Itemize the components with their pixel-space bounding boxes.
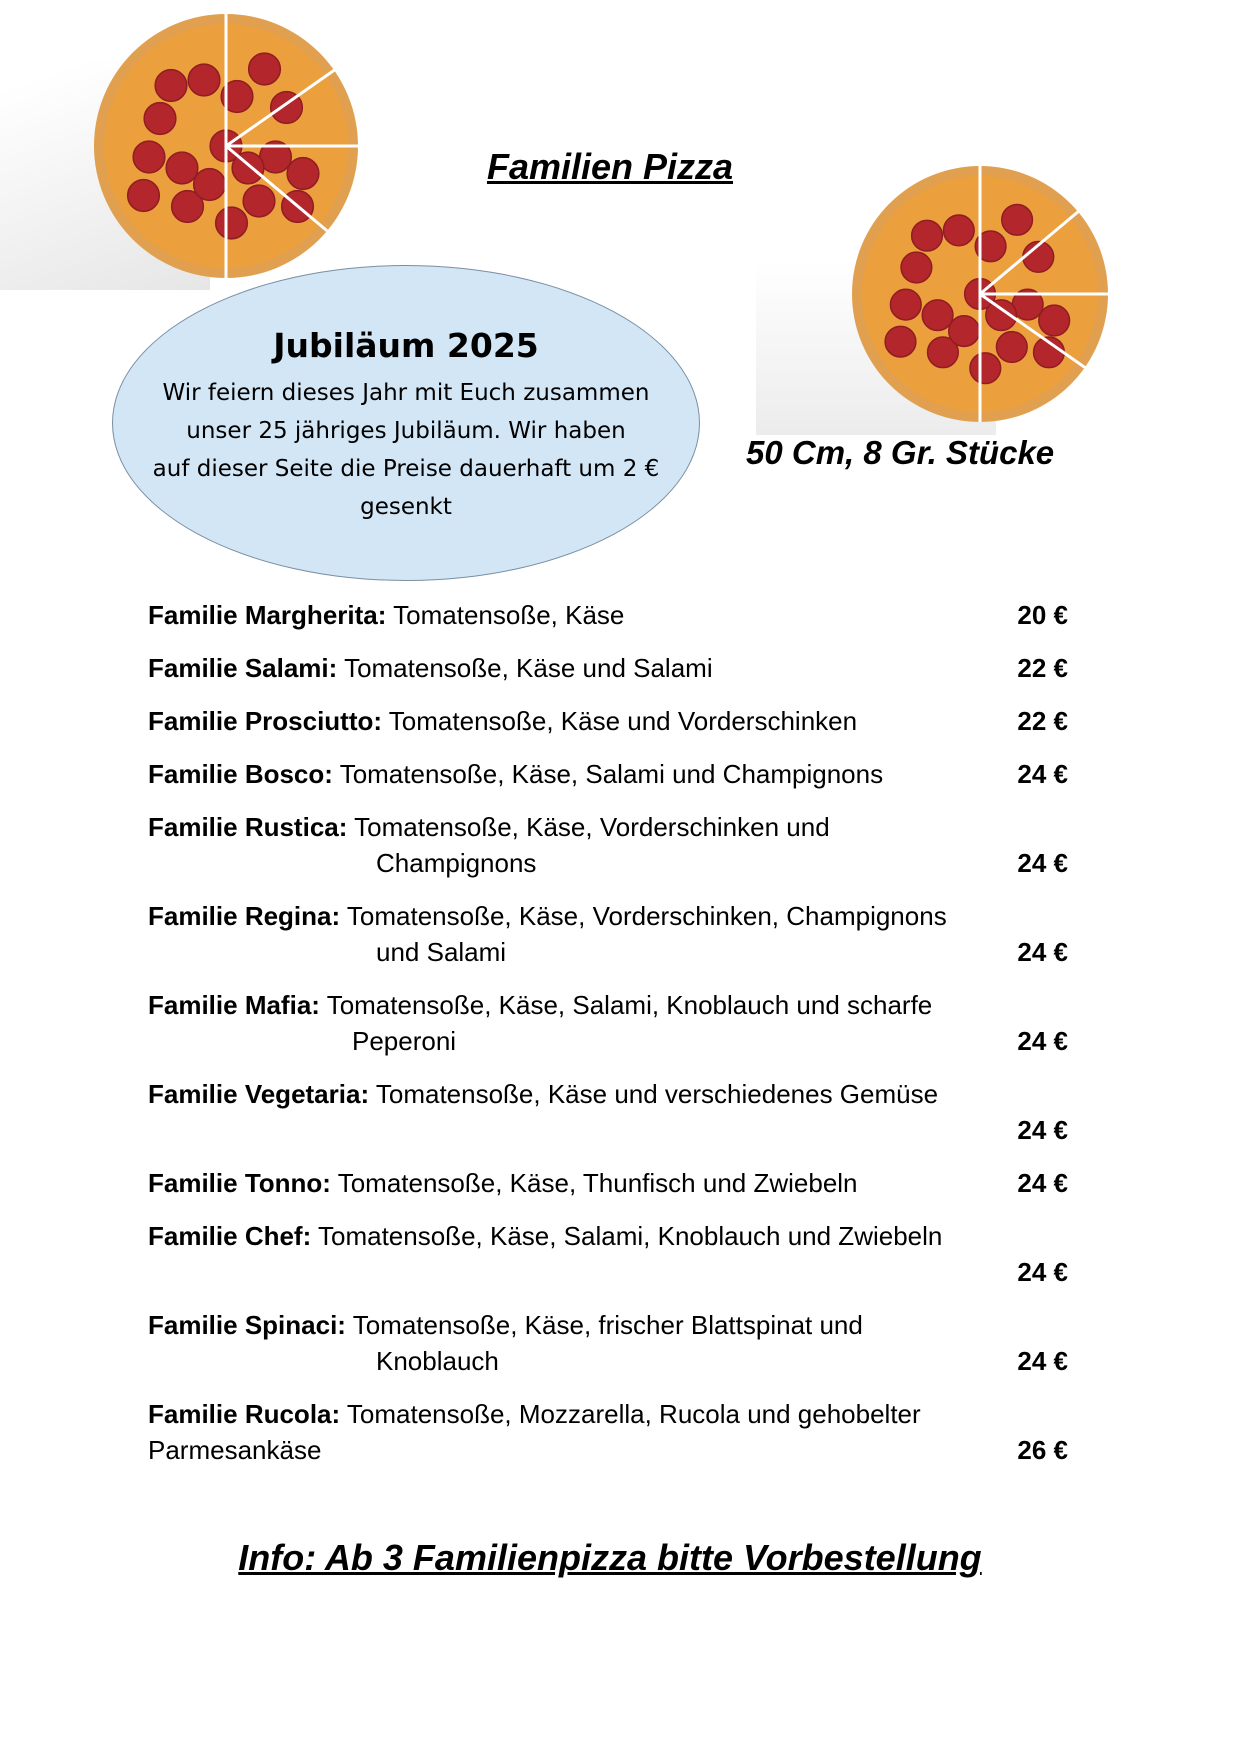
item-name: Familie Mafia: [148, 990, 320, 1020]
item-description: Tomatensoße, Käse, Vorderschinken und [347, 812, 830, 842]
menu-item-bosco [148, 756, 1068, 792]
item-description-continued: Parmesankäse [148, 1435, 322, 1465]
item-price: 26 € [1017, 1435, 1068, 1465]
item-description: Tomatensoße, Käse, Salami, Knoblauch und Zwiebeln [311, 1221, 943, 1251]
item-description: Tomatensoße, Käse und Vorderschinken [382, 706, 858, 736]
menu-item-tonno [148, 1165, 1068, 1201]
pizza-image-left [88, 8, 368, 283]
item-description: Tomatensoße, Käse [386, 600, 625, 630]
item-description: Tomatensoße, Käse, Salami und Champignons [332, 759, 884, 789]
item-price: 24 € [1017, 1168, 1068, 1198]
jubilee-title: Jubiläum 2025 [273, 326, 539, 365]
item-price: 24 € [1017, 1346, 1068, 1376]
item-price: 24 € [1017, 759, 1068, 789]
item-description-continued: und Salami [376, 937, 507, 967]
item-description: Tomatensoße, Käse, Thunfisch und Zwiebeln [330, 1168, 858, 1198]
jubilee-text [130, 374, 682, 526]
menu-item-rucola [148, 1396, 1068, 1468]
menu-item-salami [148, 650, 1068, 686]
jubilee-line: gesenkt [360, 494, 452, 520]
menu-item-vegetaria [148, 1076, 1068, 1148]
item-name: Familie Chef: [148, 1221, 312, 1251]
item-description: Tomatensoße, Käse und verschiedenes Gemüse [369, 1079, 939, 1109]
pizza-image-right [846, 160, 1118, 430]
item-name: Familie Rustica: [148, 812, 348, 842]
preorder-info: Info: Ab 3 Familienpizza bitte Vorbestellung [238, 1537, 982, 1578]
item-name: Familie Salami: [148, 653, 338, 683]
item-price: 24 € [1017, 1026, 1068, 1056]
item-name: Familie Vegetaria: [148, 1079, 370, 1109]
item-description-continued: Knoblauch [376, 1346, 499, 1376]
item-price: 20 € [1017, 600, 1068, 630]
item-price: 24 € [1017, 1257, 1068, 1287]
item-description: Tomatensoße, Käse, Vorderschinken, Champignons [340, 901, 947, 931]
item-description: Tomatensoße, Mozzarella, Rucola und gehobelter [340, 1399, 921, 1429]
menu-item-regina [148, 898, 1068, 970]
menu-item-mafia [148, 987, 1068, 1059]
item-description: Tomatensoße, Käse und Salami [337, 653, 713, 683]
item-name: Familie Margherita: [148, 600, 387, 630]
item-description-continued: Champignons [376, 848, 537, 878]
jubilee-line: unser 25 jähriges Jubiläum. Wir haben [186, 418, 626, 444]
item-name: Familie Regina: [148, 901, 341, 931]
jubilee-line: auf dieser Seite die Preise dauerhaft um 2 € [152, 456, 660, 482]
item-description: Tomatensoße, Käse, frischer Blattspinat und [345, 1310, 863, 1340]
menu-item-prosciutto [148, 703, 1068, 739]
item-price: 22 € [1017, 706, 1068, 736]
item-name: Familie Tonno: [148, 1168, 331, 1198]
item-price: 24 € [1017, 937, 1068, 967]
item-price: 24 € [1017, 1115, 1068, 1145]
menu-item-rustica [148, 809, 1068, 881]
item-name: Familie Rucola: [148, 1399, 341, 1429]
menu-item-margherita [148, 597, 1068, 633]
item-description-continued: Peperoni [352, 1026, 457, 1056]
item-name: Familie Prosciutto: [148, 706, 383, 736]
menu-item-chef [148, 1218, 1068, 1290]
item-description: Tomatensoße, Käse, Salami, Knoblauch und scharfe [319, 990, 933, 1020]
item-price: 22 € [1017, 653, 1068, 683]
size-info: 50 Cm, 8 Gr. Stücke [746, 434, 1055, 471]
item-name: Familie Bosco: [148, 759, 333, 789]
menu-list [148, 597, 1068, 1485]
menu-item-spinaci [148, 1307, 1068, 1379]
item-price: 24 € [1017, 848, 1068, 878]
jubilee-line: Wir feiern dieses Jahr mit Euch zusammen [162, 380, 650, 406]
item-name: Familie Spinaci: [148, 1310, 346, 1340]
page-title: Familien Pizza [486, 146, 734, 187]
